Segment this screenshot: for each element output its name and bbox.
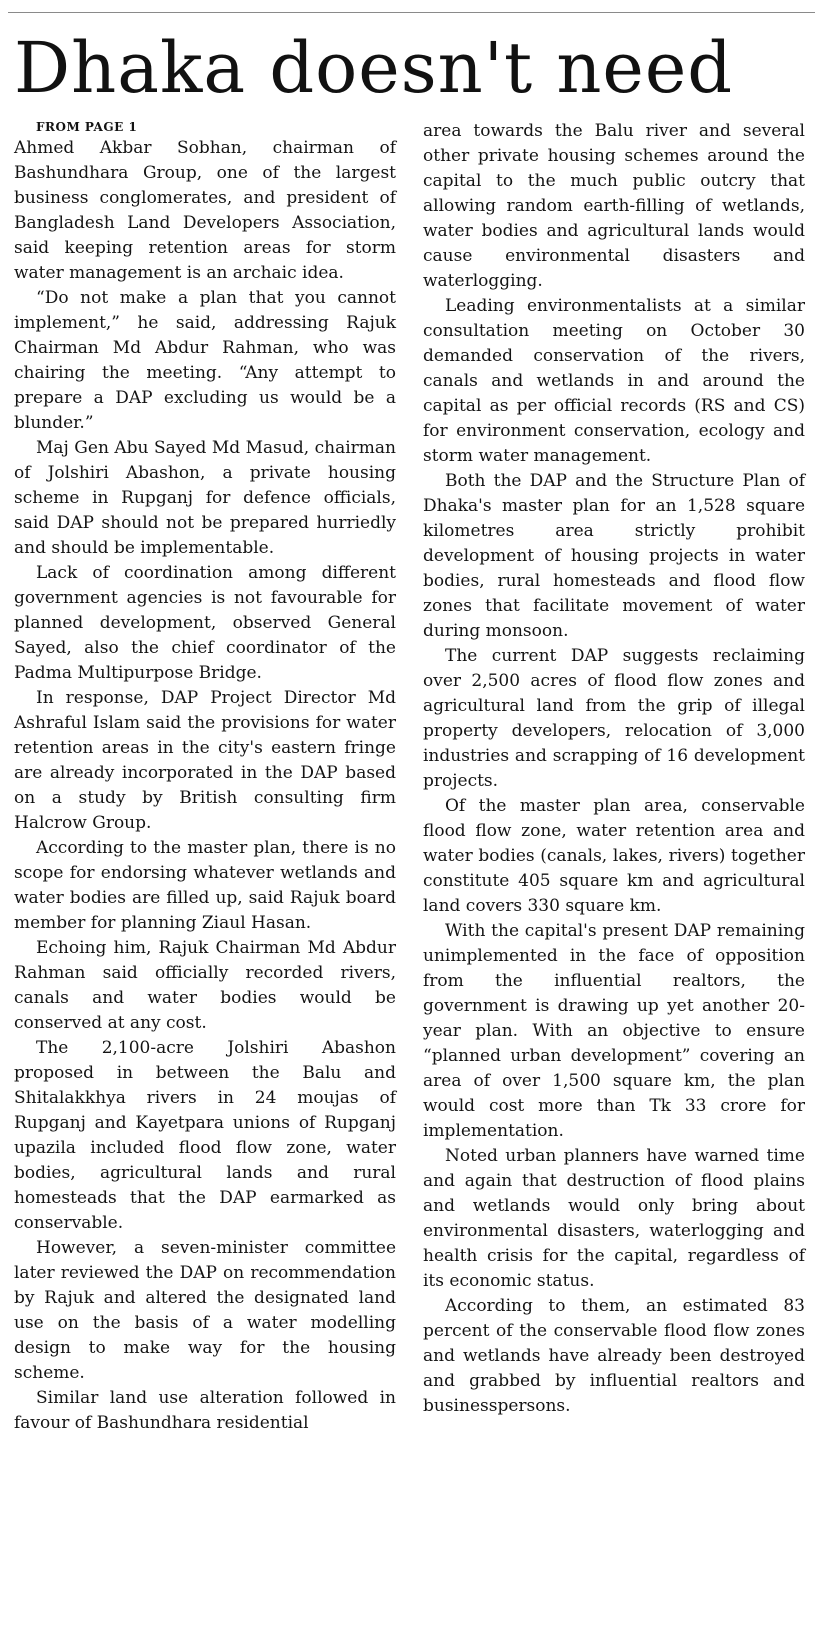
- paragraph: The current DAP suggests reclaiming over 2,500 acres of flood flow zones and agricultural land from the grip of illegal property developers, relocation of 3,000 industries and scrapping of 16 development projects.: [423, 646, 805, 791]
- paragraph: Maj Gen Abu Sayed Md Masud, chairman of Jolshiri Abashon, a private housing scheme in Rupganj for defence officials, said DAP should not be prepared hurriedly and should be implementable.: [14, 438, 396, 558]
- jump-label: FROM PAGE 1: [36, 120, 138, 134]
- paragraph: According to the master plan, there is no scope for endorsing whatever wetlands and water bodies are filled up, said Rajuk board member for planning Ziaul Hasan.: [14, 838, 396, 933]
- paragraph: “Do not make a plan that you cannot implement,” he said, addressing Rajuk Chairman Md Abdur Rahman, who was chairing the meeting. “Any attempt to prepare a DAP excluding us would be a blunder.”: [14, 288, 396, 433]
- right-column: [423, 119, 805, 1419]
- paragraph: Both the DAP and the Structure Plan of Dhaka's master plan for an 1,528 square kilometres area strictly prohibit development of housing projects in water bodies, rural homesteads and flood flow zones that facilitate movement of water during monsoon.: [423, 471, 805, 641]
- paragraph: Leading environmentalists at a similar consultation meeting on October 30 demanded conservation of the rivers, canals and wetlands in and around the capital as per official records (RS and CS) for environment conservation, ecology and storm water management.: [423, 296, 805, 466]
- paragraph: However, a seven-minister committee later reviewed the DAP on recommendation by Rajuk and altered the designated land use on the basis of a water modelling design to make way for the housing scheme.: [14, 1238, 396, 1383]
- paragraph: Ahmed Akbar Sobhan, chairman of Bashundhara Group, one of the largest business conglomerates, and president of Bangladesh Land Developers Association, said keeping retention areas for storm water management is an archaic idea.: [14, 138, 396, 283]
- left-column: [14, 118, 396, 1436]
- paragraph: With the capital's present DAP remaining unimplemented in the face of opposition from the influential realtors, the government is drawing up yet another 20-year plan. With an objective to ensure “planned urban development” covering an area of over 1,500 square km, the plan would cost more than Tk 33 crore for implementation.: [423, 921, 805, 1141]
- paragraph: In response, DAP Project Director Md Ashraful Islam said the provisions for water retention areas in the city's eastern fringe are already incorporated in the DAP based on a study by British consulting firm Halcrow Group.: [14, 688, 396, 833]
- paragraph: The 2,100-acre Jolshiri Abashon proposed in between the Balu and Shitalakkhya rivers in 24 moujas of Rupganj and Kayetpara unions of Rupganj upazila included flood flow zone, water bodies, agricultural lands and rural homesteads that the DAP earmarked as conservable.: [14, 1038, 396, 1233]
- paragraph: Echoing him, Rajuk Chairman Md Abdur Rahman said officially recorded rivers, canals and water bodies would be conserved at any cost.: [14, 938, 396, 1033]
- paragraph: area towards the Balu river and several other private housing schemes around the capital to the much public outcry that allowing random earth-filling of wetlands, water bodies and agricultural lands would cause environmental disasters and waterlogging.: [423, 121, 805, 291]
- top-rule: [8, 12, 815, 13]
- paragraph: According to them, an estimated 83 percent of the conservable flood flow zones and wetlands have already been destroyed and grabbed by influential realtors and businesspersons.: [423, 1296, 805, 1416]
- paragraph: Similar land use alteration followed in favour of Bashundhara residential: [14, 1388, 396, 1433]
- paragraph: Of the master plan area, conservable flood flow zone, water retention area and water bodies (canals, lakes, rivers) together constitute 405 square km and agricultural land covers 330 square km.: [423, 796, 805, 916]
- paragraph: Lack of coordination among different government agencies is not favourable for planned development, observed General Sayed, also the chief coordinator of the Padma Multipurpose Bridge.: [14, 563, 396, 683]
- paragraph: Noted urban planners have warned time and again that destruction of flood plains and wetlands would only bring about environmental disasters, waterlogging and health crisis for the capital, regardless of its economic status.: [423, 1146, 805, 1291]
- headline: Dhaka doesn't need: [14, 27, 734, 109]
